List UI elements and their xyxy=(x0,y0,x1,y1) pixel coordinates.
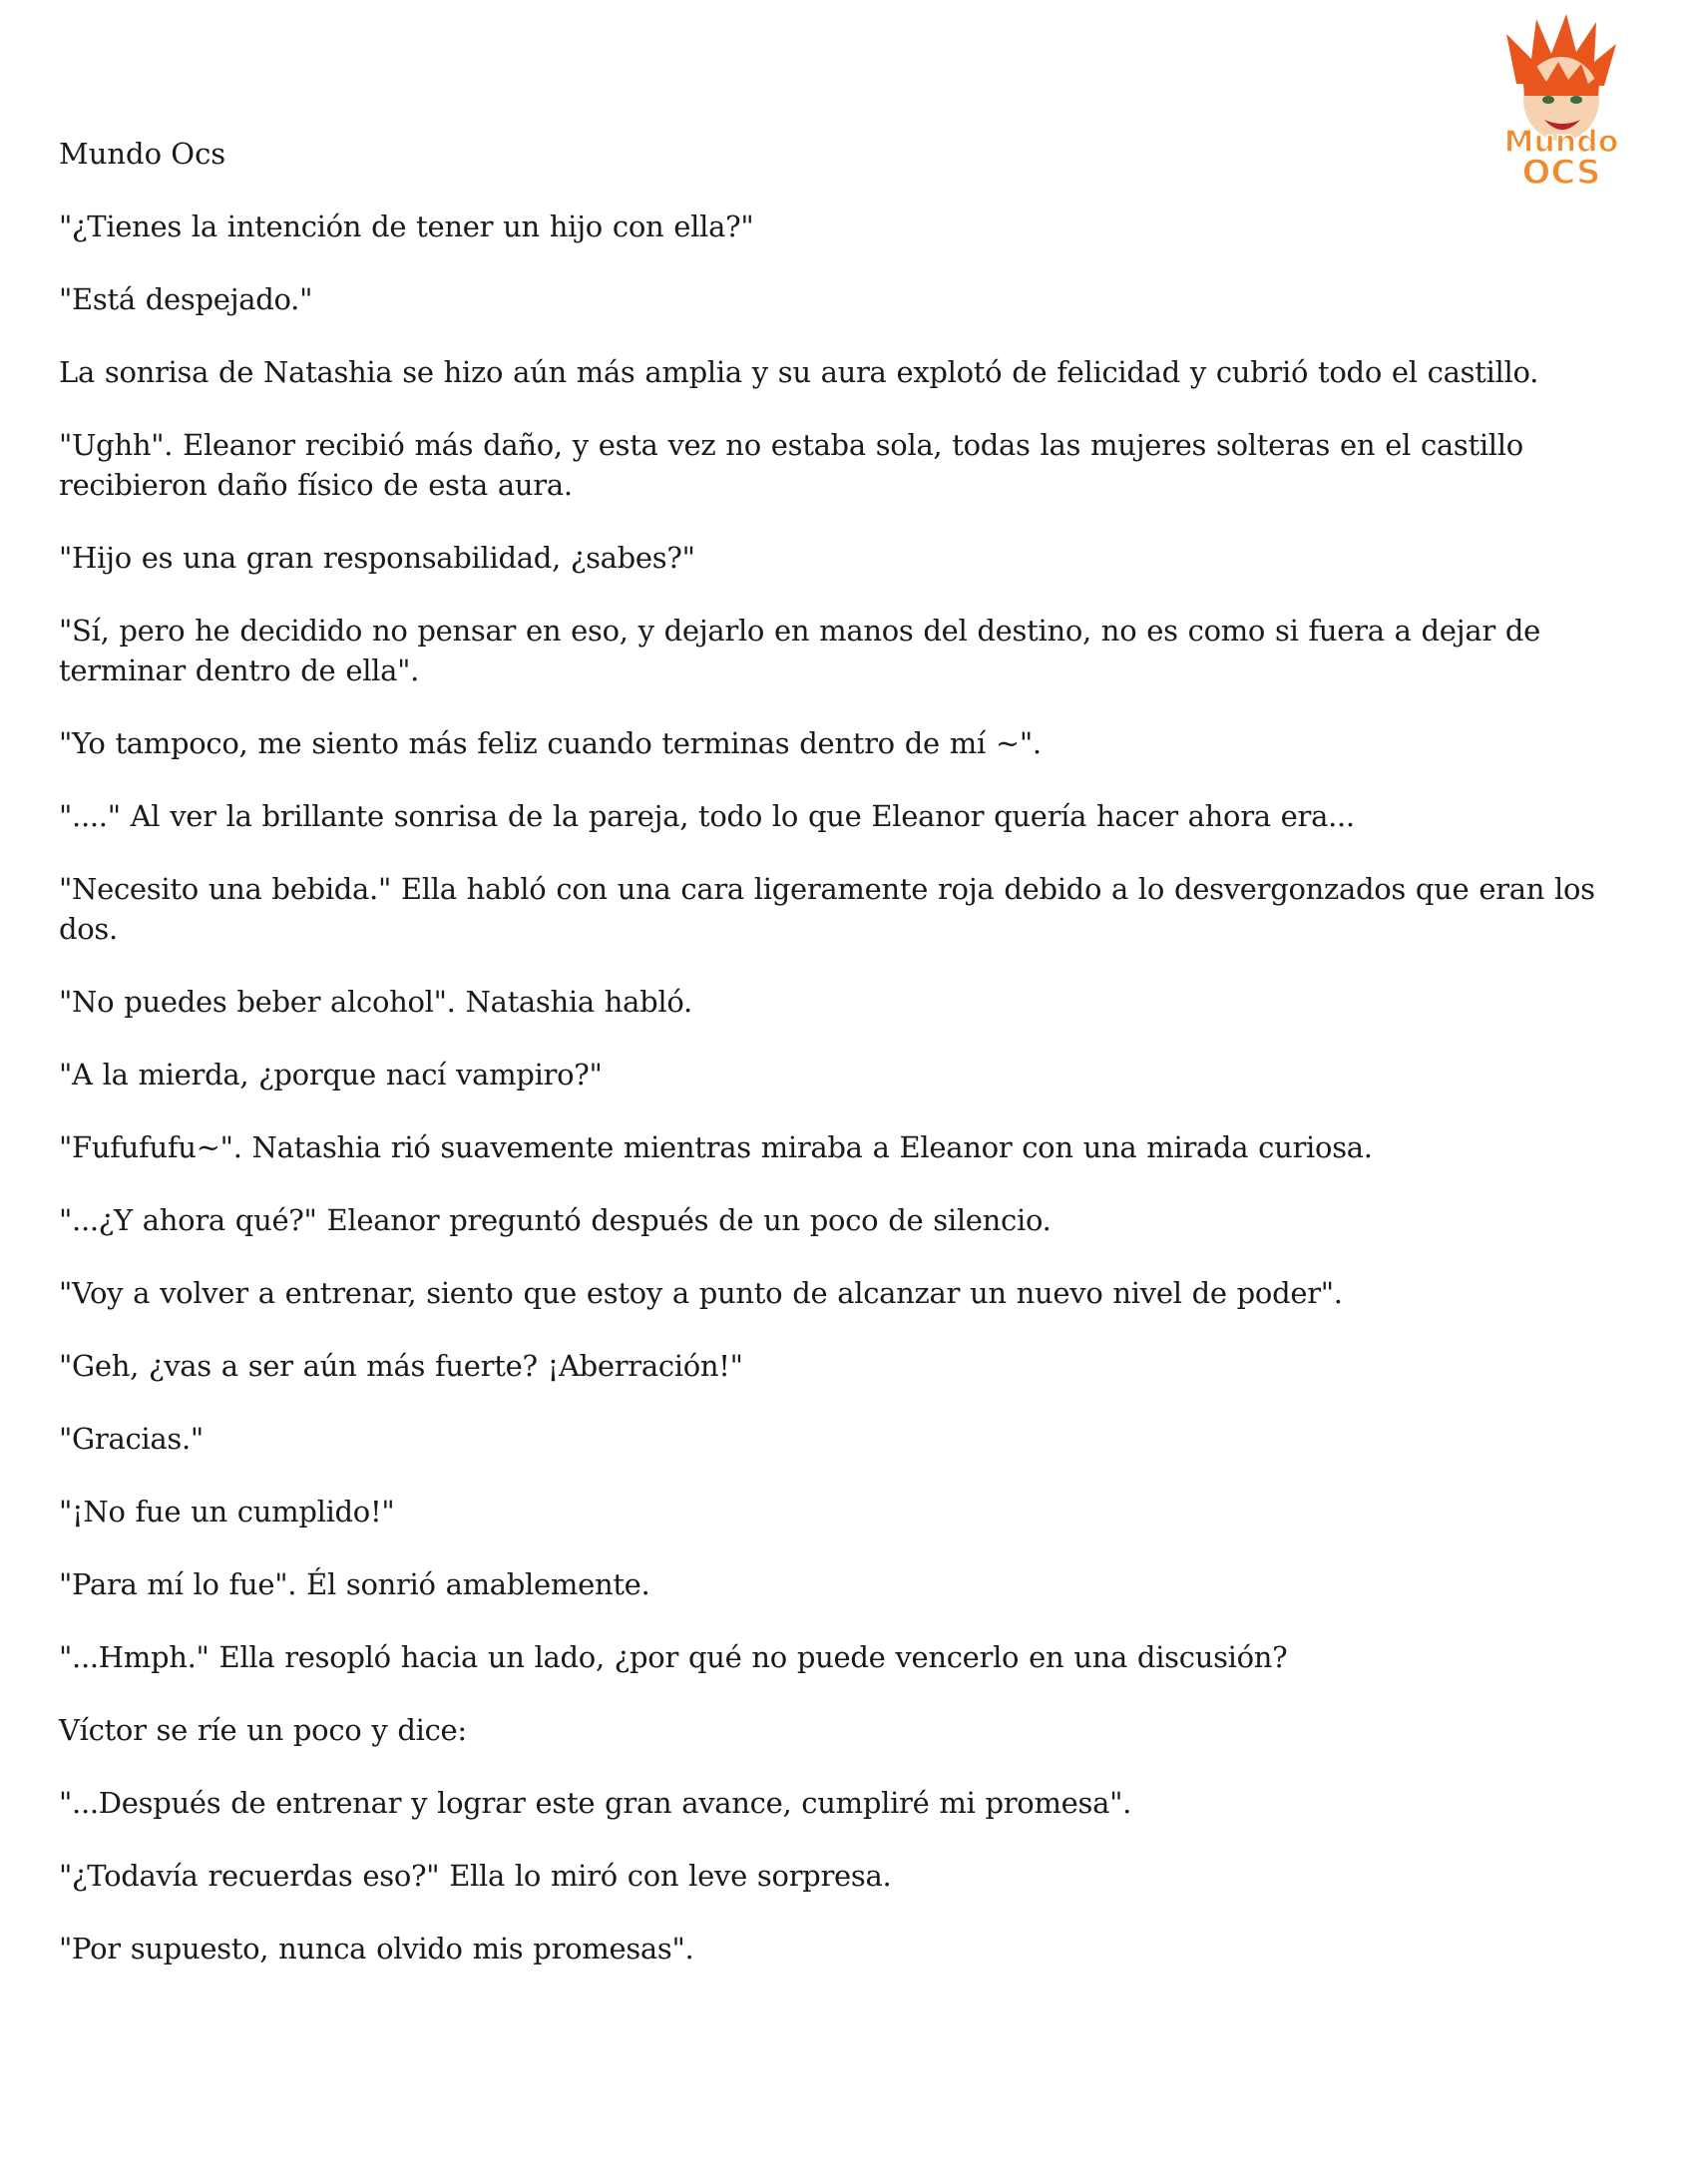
paragraph: "¿Todavía recuerdas eso?" Ella lo miró con leve sorpresa. xyxy=(59,1859,892,1893)
paragraph: "Fufufufu~". Natashia rió suavemente mientras miraba a Eleanor con una mirada curiosa. xyxy=(59,1130,1373,1164)
paragraph: "...." Al ver la brillante sonrisa de la pareja, todo lo que Eleanor quería hacer ahora era... xyxy=(59,799,1355,833)
paragraph: "Yo tampoco, me siento más feliz cuando terminas dentro de mí ~". xyxy=(59,726,1042,760)
svg-text:Mundo: Mundo xyxy=(1503,125,1619,160)
paragraph: "Voy a volver a entrenar, siento que estoy a punto de alcanzar un nuevo nivel de poder". xyxy=(59,1276,1343,1310)
paragraph: "...¿Y ahora qué?" Eleanor preguntó después de un poco de silencio. xyxy=(59,1203,1052,1237)
paragraph: "Gracias." xyxy=(59,1422,204,1456)
paragraph: "Ughh". Eleanor recibió más daño, y esta vez no estaba sola, todas las mujeres solteras en el castillo recibieron daño físico de esta aura. xyxy=(59,428,1523,502)
paragraph: La sonrisa de Natashia se hizo aún más amplia y su aura explotó de felicidad y cubrió todo el castillo. xyxy=(59,355,1539,389)
paragraph: "Geh, ¿vas a ser aún más fuerte? ¡Aberración!" xyxy=(59,1349,743,1383)
paragraph: "¡No fue un cumplido!" xyxy=(59,1495,395,1529)
paragraph: "...Después de entrenar y lograr este gran avance, cumpliré mi promesa". xyxy=(59,1786,1132,1820)
paragraph: "Para mí lo fue". Él sonrió amablemente. xyxy=(59,1567,650,1601)
paragraph: "Por supuesto, nunca olvido mis promesas". xyxy=(59,1932,694,1966)
paragraph: "Sí, pero he decidido no pensar en eso, y dejarlo en manos del destino, no es como si fuera a dejar de terminar dentro de ella". xyxy=(59,614,1540,687)
paragraph: "¿Tienes la intención de tener un hijo con ella?" xyxy=(59,210,754,243)
document-body xyxy=(59,207,1635,2001)
paragraph: "...Hmph." Ella resopló hacia un lado, ¿por qué no puede vencerlo en una discusión? xyxy=(59,1640,1288,1674)
paragraph: "A la mierda, ¿porque nací vampiro?" xyxy=(59,1058,603,1092)
document-header-title: Mundo Ocs xyxy=(59,137,226,171)
paragraph: "No puedes beber alcohol". Natashia habló. xyxy=(59,985,692,1019)
paragraph: "Hijo es una gran responsabilidad, ¿sabes?" xyxy=(59,541,695,575)
svg-text:OCS: OCS xyxy=(1521,153,1601,189)
paragraph: Víctor se ríe un poco y dice: xyxy=(59,1713,467,1747)
paragraph: "Necesito una bebida." Ella habló con una cara ligeramente roja debido a lo desvergonzados que eran los dos. xyxy=(59,872,1595,946)
paragraph: "Está despejado." xyxy=(59,282,313,316)
mundo-ocs-logo xyxy=(1477,14,1646,189)
